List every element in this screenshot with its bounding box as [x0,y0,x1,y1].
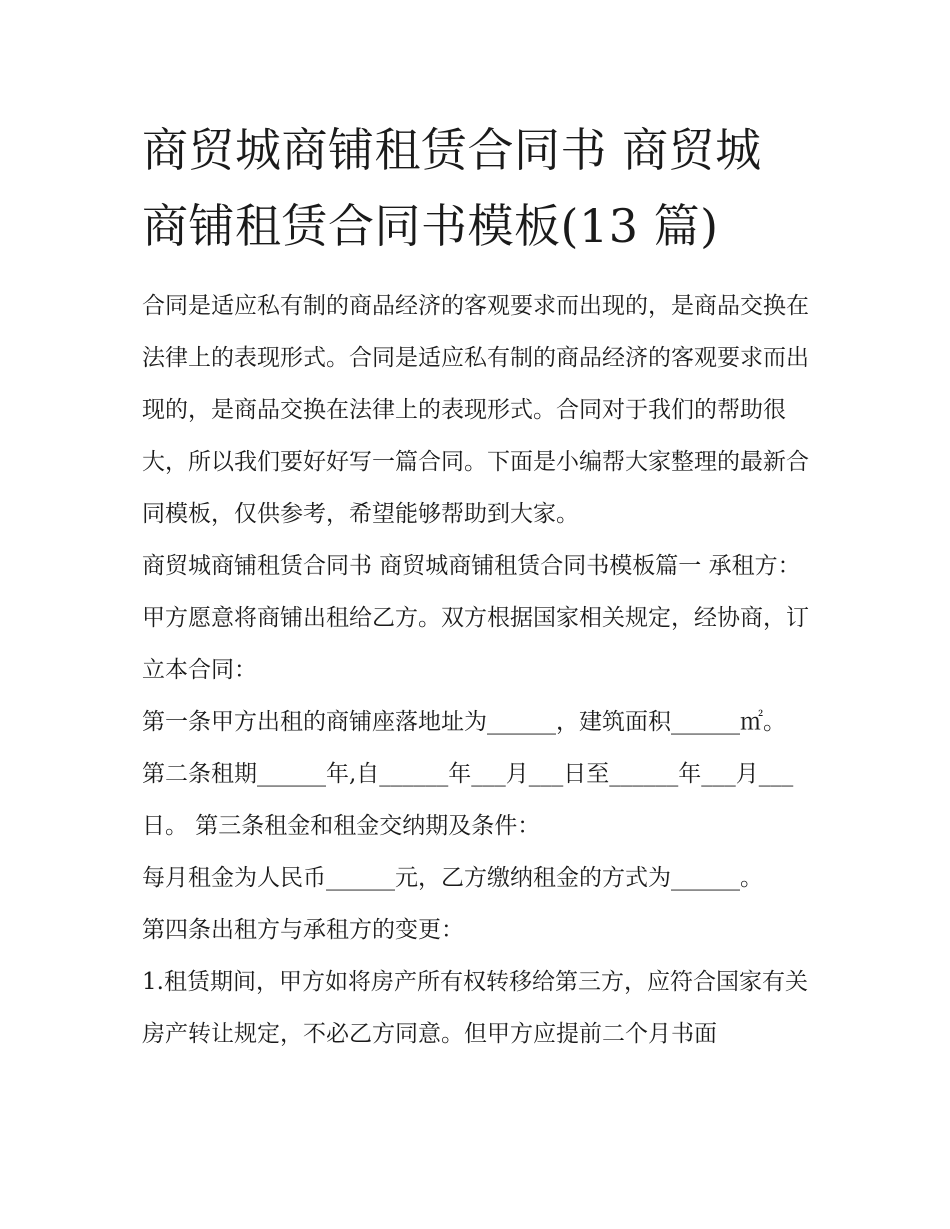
title-line-2: 商铺租赁合同书模板(13 篇) [142,199,719,253]
article-1: 第一条甲方出租的商铺座落地址为______，建筑面积______㎡。 [142,709,786,735]
document-title [142,112,814,264]
title-line-1: 商贸城商铺租赁合同书 商贸城 [142,123,762,177]
intro-paragraph: 合同是适应私有制的商品经济的客观要求而出现的，是商品交换在法律上的表现形式。合同是适应私有制的商品经济的客观要求而出现的，是商品交换在法律上的表现形式。合同对于我们的帮助很大，所以我们要好好写一篇合同。下面是小编帮大家整理的最新合同模板，仅供参考，希望能够帮助到大家。 [142,293,809,527]
article-2-3: 第二条租期______年,自______年___月___日至______年___月___日。 第三条租金和租金交纳期及条件： [142,761,794,839]
article-4-clause-1: 1.租赁期间，甲方如将房产所有权转移给第三方，应符合国家有关房产转让规定，不必乙方同意。但甲方应提前二个月书面 [142,969,808,1047]
contract-preamble: 商贸城商铺租赁合同书 商贸城商铺租赁合同书模板篇一 承租方： 甲方愿意将商铺出租给乙方。双方根据国家相关规定，经协商，订立本合同： [142,553,809,683]
rent-payment: 每月租金为人民币______元，乙方缴纳租金的方式为______。 [142,865,763,891]
document-page [142,112,814,1060]
article-4-heading: 第四条出租方与承租方的变更： [142,917,464,943]
document-body [142,280,814,1060]
